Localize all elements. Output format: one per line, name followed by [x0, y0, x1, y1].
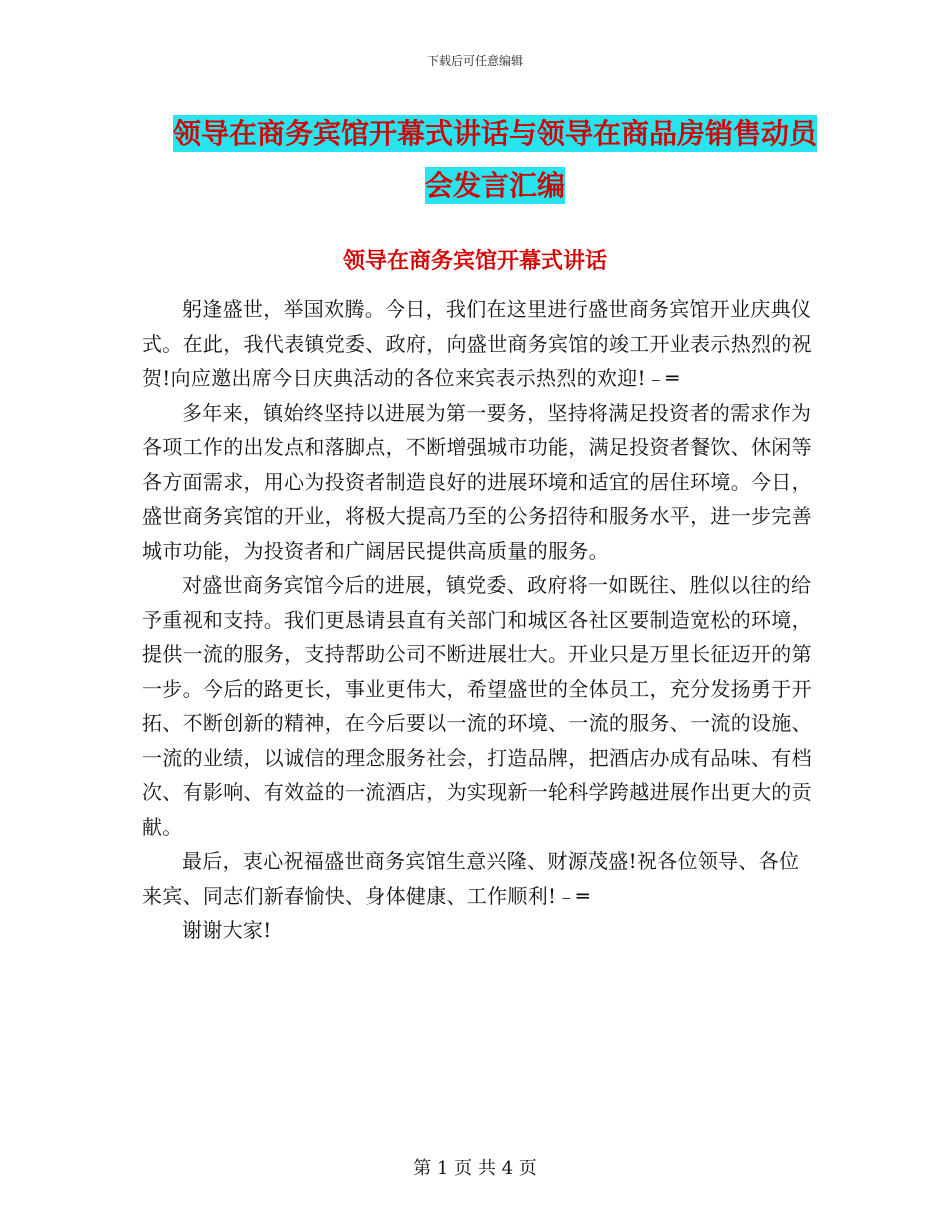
paragraph-4: 最后，衷心祝福盛世商务宾馆生意兴隆、财源茂盛!祝各位领导、各位来宾、同志们新春愉快、身体健康、工作顺利!﹣═	[142, 849, 800, 908]
paragraph-5: 谢谢大家!	[182, 918, 272, 942]
paragraph-1: 躬逢盛世，举国欢腾。今日，我们在这里进行盛世商务宾馆开业庆典仪式。在此，我代表镇党委、政府，向盛世商务宾馆的竣工开业表示热烈的祝贺!向应邀出席今日庆典活动的各位来宾表示热烈的欢迎!﹣═	[142, 297, 812, 390]
speech-body	[142, 292, 812, 948]
document-title-line-2: 会发言汇编	[424, 169, 565, 202]
document-title-line-1: 领导在商务宾馆开幕式讲话与领导在商品房销售动员	[172, 117, 817, 150]
page-header-note: 下载后可任意编辑	[426, 54, 523, 68]
page-number: 第 1 页 共 4 页	[413, 1158, 537, 1179]
document-title	[140, 108, 850, 212]
section-title: 领导在商务宾馆开幕式讲话	[342, 249, 607, 274]
paragraph-3: 对盛世商务宾馆今后的进展，镇党委、政府将一如既往、胜似以往的给予重视和支持。我们更恳请县直有关部门和城区各社区要制造宽松的环境，提供一流的服务，支持帮助公司不断进展壮大。开业只是万里长征迈开的第一步。今后的路更长，事业更伟大，希望盛世的全体员工，充分发扬勇于开拓、不断创新的精神，在今后要以一流的环境、一流的服务、一流的设施、一流的业绩，以诚信的理念服务社会，打造品牌，把酒店办成有品味、有档次、有影响、有效益的一流酒店，为实现新一轮科学跨越进展作出更大的贡献。	[142, 573, 812, 839]
paragraph-2: 多年来，镇始终坚持以进展为第一要务，坚持将满足投资者的需求作为各项工作的出发点和落脚点，不断增强城市功能，满足投资者餐饮、休闲等各方面需求，用心为投资者制造良好的进展环境和适宜的居住环境。今日，盛世商务宾馆的开业，将极大提高乃至的公务招待和服务水平，进一步完善城市功能，为投资者和广阔居民提供高质量的服务。	[142, 400, 812, 563]
